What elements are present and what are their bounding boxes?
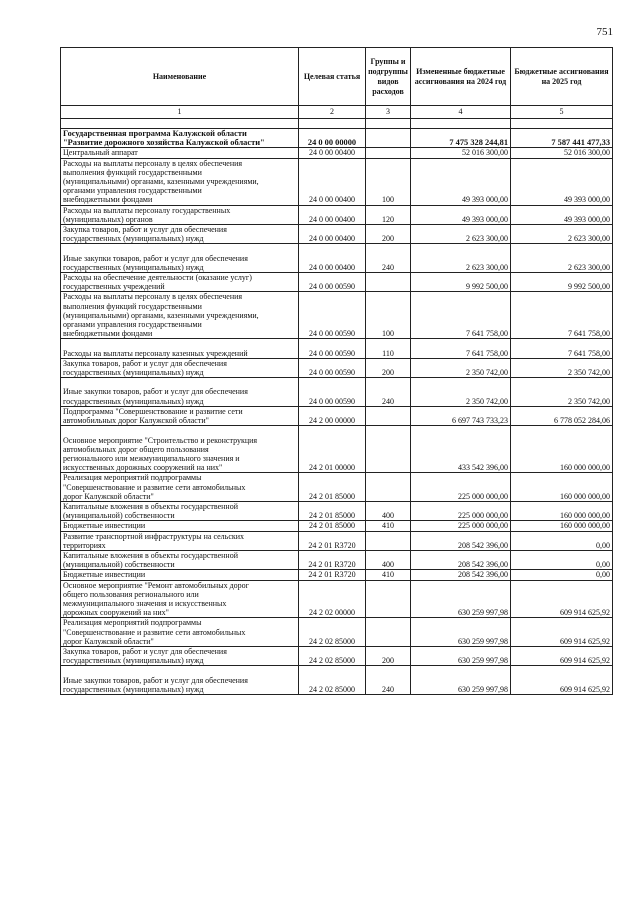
row-target-code: 24 2 02 00000 xyxy=(299,580,366,618)
row-target-code: 24 2 01 R3720 xyxy=(299,531,366,550)
table-row xyxy=(61,292,613,339)
row-name: Расходы на выплаты персоналу казенных учреждений xyxy=(61,339,299,358)
row-group-code: 100 xyxy=(366,292,411,339)
row-group-code: 240 xyxy=(366,378,411,407)
row-name: Основное мероприятие "Строительство и реконструкция автомобильных дорог общего пользования регионального или межмуниципального значения и искусственных дорожных сооружений на них" xyxy=(61,426,299,473)
row-name: Подпрограмма "Совершенствование и развитие сети автомобильных дорог Калужской области" xyxy=(61,406,299,425)
row-amount-2025: 7 641 758,00 xyxy=(511,339,613,358)
row-group-code: 400 xyxy=(366,501,411,520)
row-target-code: 24 2 02 85000 xyxy=(299,666,366,695)
row-amount-2025: 2 350 742,00 xyxy=(511,378,613,407)
row-target-code: 24 0 00 00590 xyxy=(299,378,366,407)
row-name: Закупка товаров, работ и услуг для обеспечения государственных (муниципальных) нужд xyxy=(61,646,299,665)
row-group-code: 200 xyxy=(366,225,411,244)
row-target-code: 24 0 00 00000 xyxy=(299,129,366,148)
row-amount-2025: 609 914 625,92 xyxy=(511,666,613,695)
row-group-code: 100 xyxy=(366,158,411,205)
table-row xyxy=(61,378,613,407)
row-name: Расходы на выплаты персоналу в целях обеспечения выполнения функций государственными (муниципальными) органами, казенными учреждениями, органами управления государственными внебюджетными фондами xyxy=(61,292,299,339)
row-target-code: 24 2 00 00000 xyxy=(299,406,366,425)
row-target-code: 24 2 01 R3720 xyxy=(299,550,366,569)
row-amount-2024: 630 259 997,98 xyxy=(411,646,511,665)
table-row xyxy=(61,129,613,148)
row-amount-2024: 225 000 000,00 xyxy=(411,501,511,520)
row-group-code: 400 xyxy=(366,550,411,569)
row-name: Расходы на выплаты персоналу государственных (муниципальных) органов xyxy=(61,205,299,224)
row-target-code: 24 0 00 00400 xyxy=(299,148,366,158)
row-amount-2025: 49 393 000,00 xyxy=(511,205,613,224)
row-target-code: 24 0 00 00590 xyxy=(299,273,366,292)
row-amount-2024: 7 641 758,00 xyxy=(411,339,511,358)
row-group-code xyxy=(366,473,411,502)
row-group-code xyxy=(366,531,411,550)
row-target-code: 24 0 00 00400 xyxy=(299,158,366,205)
row-amount-2024: 2 350 742,00 xyxy=(411,378,511,407)
table-row xyxy=(61,148,613,158)
col-number: 1 xyxy=(61,106,299,119)
table-row xyxy=(61,473,613,502)
row-target-code: 24 0 00 00590 xyxy=(299,339,366,358)
row-amount-2025: 6 778 052 284,06 xyxy=(511,406,613,425)
row-amount-2024: 9 992 500,00 xyxy=(411,273,511,292)
row-group-code: 120 xyxy=(366,205,411,224)
row-group-code: 200 xyxy=(366,646,411,665)
header-name: Наименование xyxy=(61,48,299,106)
row-target-code: 24 0 00 00400 xyxy=(299,205,366,224)
row-amount-2024: 2 623 300,00 xyxy=(411,225,511,244)
table-row xyxy=(61,273,613,292)
row-amount-2025: 609 914 625,92 xyxy=(511,618,613,647)
row-name: Капитальные вложения в объекты государственной (муниципальной) собственности xyxy=(61,501,299,520)
row-amount-2025: 7 587 441 477,33 xyxy=(511,129,613,148)
table-row xyxy=(61,666,613,695)
row-amount-2024: 2 623 300,00 xyxy=(411,244,511,273)
row-amount-2025: 2 350 742,00 xyxy=(511,358,613,377)
row-amount-2024: 2 350 742,00 xyxy=(411,358,511,377)
header-budget-2025: Бюджетные ассигнования на 2025 год xyxy=(511,48,613,106)
row-amount-2025: 7 641 758,00 xyxy=(511,292,613,339)
row-amount-2024: 630 259 997,98 xyxy=(411,580,511,618)
row-amount-2025: 160 000 000,00 xyxy=(511,473,613,502)
col-number: 5 xyxy=(511,106,613,119)
table-row xyxy=(61,580,613,618)
row-target-code: 24 2 02 85000 xyxy=(299,646,366,665)
row-amount-2025: 609 914 625,92 xyxy=(511,646,613,665)
header-changed-2024: Измененные бюджетные ассигнования на 2024 год xyxy=(411,48,511,106)
table-row xyxy=(61,646,613,665)
column-number-row xyxy=(61,106,613,119)
row-name: Государственная программа Калужской области "Развитие дорожного хозяйства Калужской области" xyxy=(61,129,299,148)
row-amount-2024: 433 542 396,00 xyxy=(411,426,511,473)
row-group-code: 410 xyxy=(366,521,411,531)
row-target-code: 24 2 01 85000 xyxy=(299,501,366,520)
row-amount-2025: 2 623 300,00 xyxy=(511,225,613,244)
row-name: Развитие транспортной инфраструктуры на сельских территориях xyxy=(61,531,299,550)
row-target-code: 24 0 00 00400 xyxy=(299,225,366,244)
row-amount-2025: 49 393 000,00 xyxy=(511,158,613,205)
row-target-code: 24 2 01 85000 xyxy=(299,473,366,502)
row-target-code: 24 2 01 85000 xyxy=(299,521,366,531)
row-group-code xyxy=(366,426,411,473)
row-name: Закупка товаров, работ и услуг для обеспечения государственных (муниципальных) нужд xyxy=(61,225,299,244)
row-group-code xyxy=(366,580,411,618)
row-amount-2025: 160 000 000,00 xyxy=(511,426,613,473)
header-target: Целевая статья xyxy=(299,48,366,106)
table-row xyxy=(61,531,613,550)
header-row xyxy=(61,48,613,106)
row-name: Иные закупки товаров, работ и услуг для обеспечения государственных (муниципальных) нужд xyxy=(61,666,299,695)
col-number: 3 xyxy=(366,106,411,119)
row-name: Расходы на выплаты персоналу в целях обеспечения выполнения функций государственными (муниципальными) органами, казенными учреждениями, органами управления государственными внебюджетными фондами xyxy=(61,158,299,205)
row-amount-2024: 49 393 000,00 xyxy=(411,205,511,224)
page-number: 751 xyxy=(596,26,613,38)
table-row xyxy=(61,570,613,580)
row-amount-2024: 225 000 000,00 xyxy=(411,473,511,502)
row-group-code xyxy=(366,148,411,158)
row-amount-2025: 609 914 625,92 xyxy=(511,580,613,618)
row-group-code xyxy=(366,129,411,148)
table-row xyxy=(61,225,613,244)
table-row xyxy=(61,358,613,377)
row-amount-2024: 7 641 758,00 xyxy=(411,292,511,339)
row-amount-2024: 225 000 000,00 xyxy=(411,521,511,531)
header-groups: Группы и подгруппы видов расходов xyxy=(366,48,411,106)
row-group-code: 410 xyxy=(366,570,411,580)
row-name: Бюджетные инвестиции xyxy=(61,521,299,531)
row-amount-2024: 630 259 997,98 xyxy=(411,666,511,695)
table-row xyxy=(61,426,613,473)
row-name: Закупка товаров, работ и услуг для обеспечения государственных (муниципальных) нужд xyxy=(61,358,299,377)
spacer-row xyxy=(61,119,613,129)
table-row xyxy=(61,244,613,273)
row-amount-2024: 52 016 300,00 xyxy=(411,148,511,158)
row-name: Реализация мероприятий подпрограммы "Совершенствование и развитие сети автомобильных дорог Калужской области" xyxy=(61,473,299,502)
row-target-code: 24 0 00 00400 xyxy=(299,244,366,273)
row-name: Реализация мероприятий подпрограммы "Совершенствование и развитие сети автомобильных дорог Калужской области" xyxy=(61,618,299,647)
row-amount-2024: 208 542 396,00 xyxy=(411,550,511,569)
row-target-code: 24 2 01 00000 xyxy=(299,426,366,473)
table-row xyxy=(61,339,613,358)
row-amount-2024: 630 259 997,98 xyxy=(411,618,511,647)
row-group-code: 110 xyxy=(366,339,411,358)
row-name: Иные закупки товаров, работ и услуг для обеспечения государственных (муниципальных) нужд xyxy=(61,378,299,407)
row-group-code xyxy=(366,273,411,292)
col-number: 2 xyxy=(299,106,366,119)
row-group-code: 240 xyxy=(366,666,411,695)
row-amount-2025: 160 000 000,00 xyxy=(511,501,613,520)
row-amount-2025: 160 000 000,00 xyxy=(511,521,613,531)
table-row xyxy=(61,406,613,425)
col-number: 4 xyxy=(411,106,511,119)
row-amount-2025: 0,00 xyxy=(511,570,613,580)
row-amount-2025: 2 623 300,00 xyxy=(511,244,613,273)
table-row xyxy=(61,618,613,647)
table-row xyxy=(61,550,613,569)
row-name: Основное мероприятие "Ремонт автомобильных дорог общего пользования регионального или межмуниципального значения и искусственных дорожных сооружений на них" xyxy=(61,580,299,618)
row-amount-2024: 208 542 396,00 xyxy=(411,570,511,580)
row-amount-2024: 49 393 000,00 xyxy=(411,158,511,205)
row-group-code: 200 xyxy=(366,358,411,377)
row-amount-2024: 208 542 396,00 xyxy=(411,531,511,550)
row-amount-2024: 7 475 328 244,81 xyxy=(411,129,511,148)
table-row xyxy=(61,205,613,224)
row-name: Центральный аппарат xyxy=(61,148,299,158)
row-name: Иные закупки товаров, работ и услуг для обеспечения государственных (муниципальных) нужд xyxy=(61,244,299,273)
row-group-code xyxy=(366,618,411,647)
row-name: Капитальные вложения в объекты государственной (муниципальной) собственности xyxy=(61,550,299,569)
row-amount-2025: 0,00 xyxy=(511,550,613,569)
row-target-code: 24 2 01 R3720 xyxy=(299,570,366,580)
budget-table xyxy=(60,47,613,695)
row-target-code: 24 2 02 85000 xyxy=(299,618,366,647)
row-amount-2025: 52 016 300,00 xyxy=(511,148,613,158)
row-amount-2025: 0,00 xyxy=(511,531,613,550)
row-group-code xyxy=(366,406,411,425)
row-target-code: 24 0 00 00590 xyxy=(299,358,366,377)
row-amount-2025: 9 992 500,00 xyxy=(511,273,613,292)
row-name: Расходы на обеспечение деятельности (оказание услуг) государственных учреждений xyxy=(61,273,299,292)
table-row xyxy=(61,501,613,520)
table-row xyxy=(61,158,613,205)
row-amount-2024: 6 697 743 733,23 xyxy=(411,406,511,425)
row-name: Бюджетные инвестиции xyxy=(61,570,299,580)
row-target-code: 24 0 00 00590 xyxy=(299,292,366,339)
table-row xyxy=(61,521,613,531)
row-group-code: 240 xyxy=(366,244,411,273)
